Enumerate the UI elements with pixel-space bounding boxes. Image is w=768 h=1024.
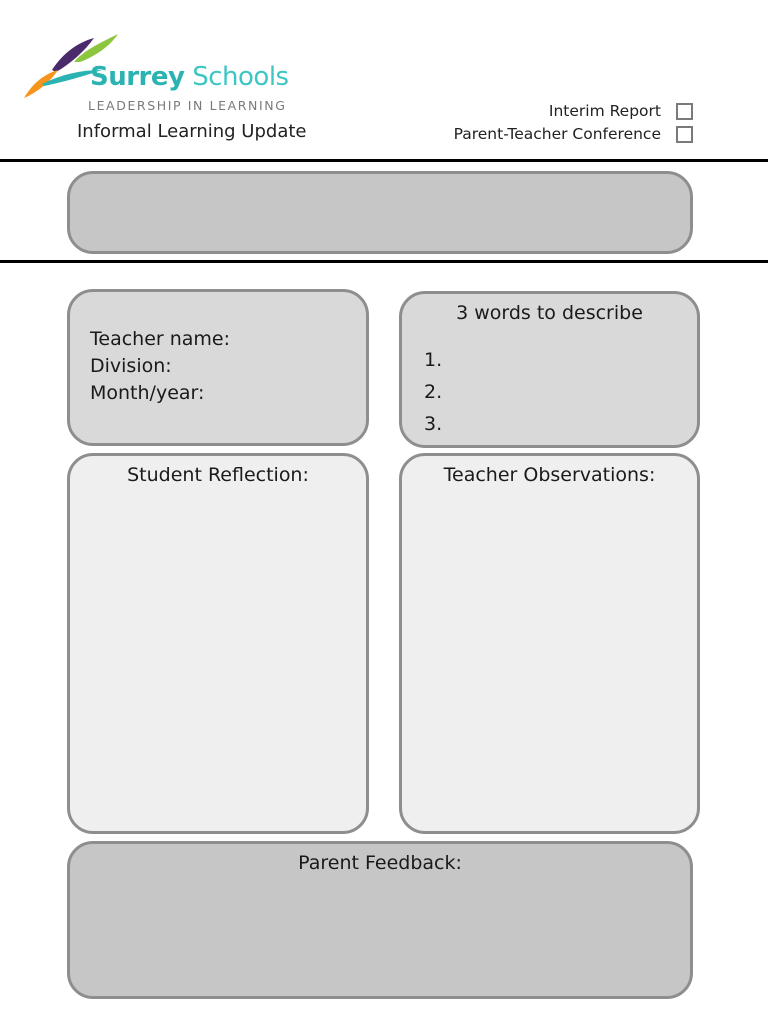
parent-teacher-conference-checkbox[interactable]	[676, 126, 693, 143]
top-divider	[0, 159, 768, 162]
teacher-observations-box[interactable]	[399, 453, 700, 834]
document-title: Informal Learning Update	[77, 121, 307, 142]
three-words-title: 3 words to describe	[456, 302, 643, 324]
parent-feedback-box[interactable]	[67, 841, 693, 999]
teacher-info-box[interactable]	[67, 289, 369, 446]
parent-teacher-conference-label: Parent-Teacher Conference	[453, 125, 661, 143]
teacher-observations-title: Teacher Observations:	[443, 464, 656, 486]
parent-feedback-title: Parent Feedback:	[298, 852, 462, 874]
student-reflection-title: Student Reflection:	[127, 464, 309, 486]
brand-name	[90, 64, 289, 90]
word-item: 2.	[424, 381, 443, 403]
three-words-box[interactable]	[399, 291, 700, 448]
brand-tagline: LEADERSHIP IN LEARNING	[88, 98, 287, 113]
bottom-divider	[0, 260, 768, 263]
brand-surrey: Surrey	[90, 62, 185, 92]
word-item: 1.	[424, 349, 443, 371]
month-year-label: Month/year:	[90, 382, 205, 404]
student-name-field[interactable]	[67, 171, 693, 254]
teacher-name-label: Teacher name:	[90, 328, 231, 350]
brand-schools: Schools	[192, 62, 289, 92]
student-reflection-box[interactable]	[67, 453, 369, 834]
division-label: Division:	[90, 355, 172, 377]
interim-report-label: Interim Report	[548, 102, 661, 120]
interim-report-checkbox[interactable]	[676, 103, 693, 120]
word-item: 3.	[424, 413, 443, 435]
